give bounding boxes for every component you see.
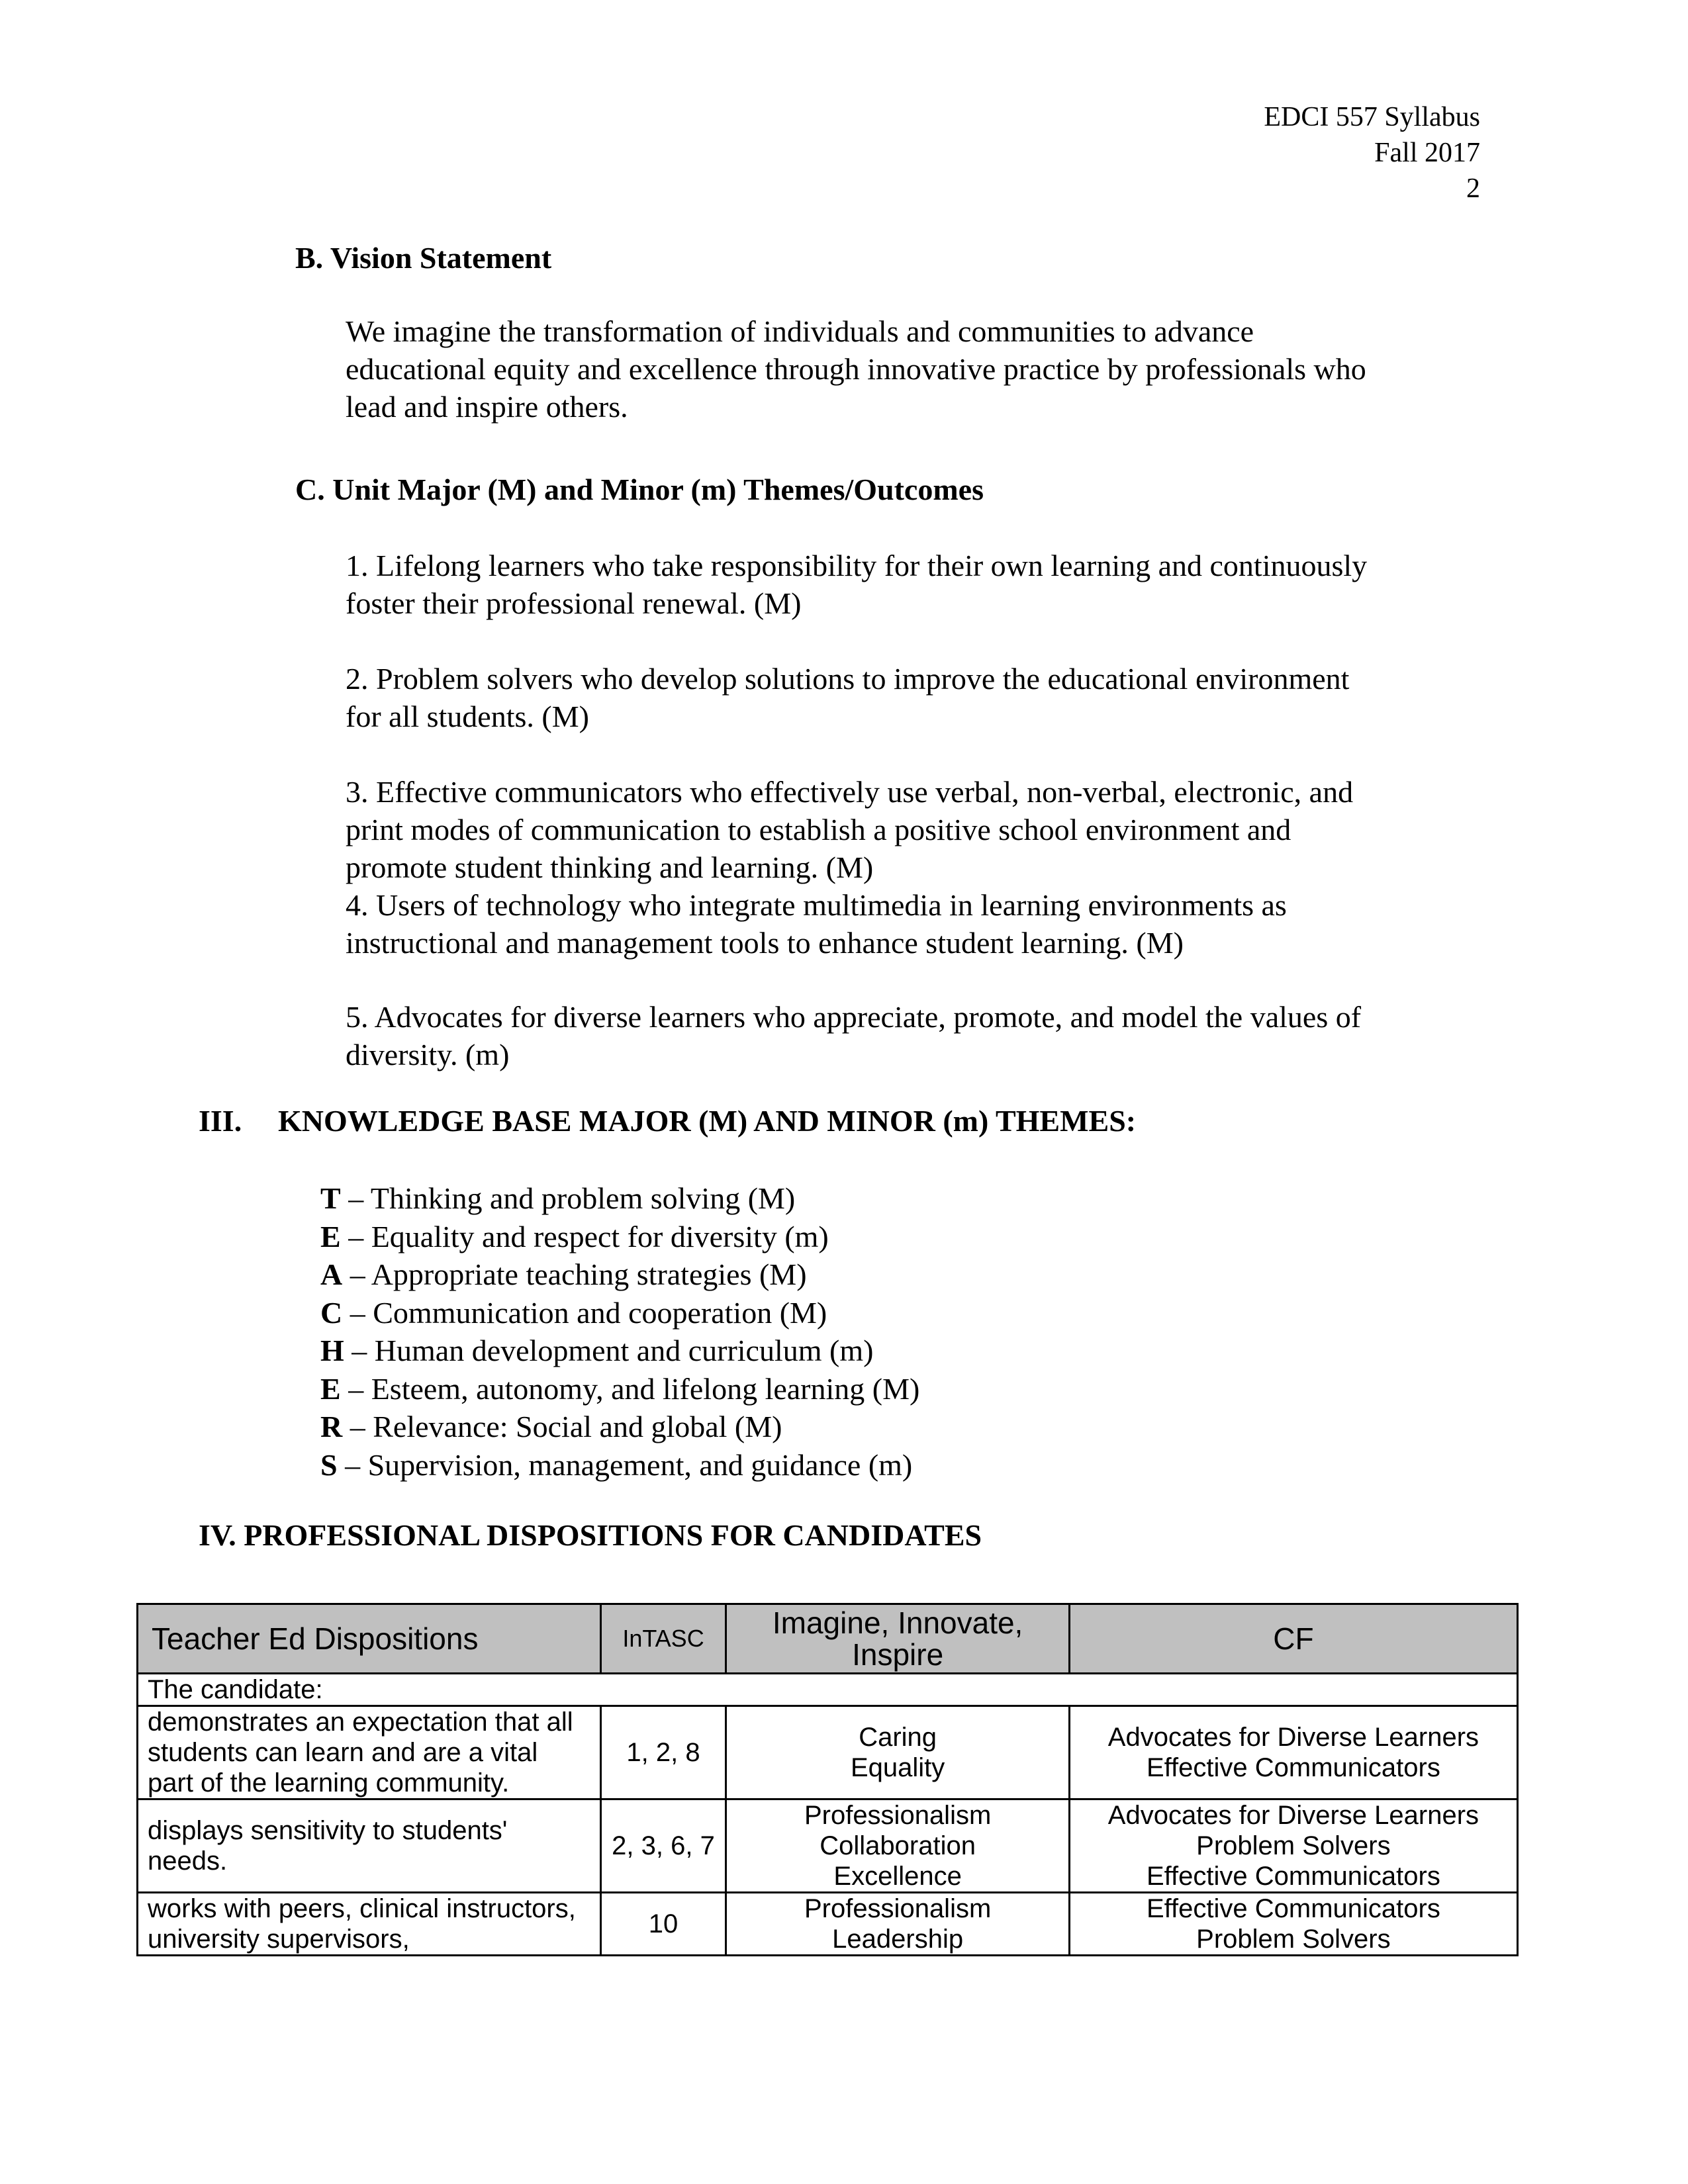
term: Fall 2017 — [1374, 138, 1480, 168]
outcome-3-4 — [346, 773, 1353, 962]
outcome-5 — [346, 998, 1361, 1073]
outcome-line: 5. Advocates for diverse learners who appreciate, promote, and model the values of — [346, 1000, 1362, 1034]
theme-text: – Appropriate teaching strategies (M) — [342, 1257, 807, 1291]
page-number: 2 — [1466, 173, 1480, 204]
cf-value: Effective Communicators — [1146, 1753, 1440, 1782]
theme-letter: T — [320, 1181, 341, 1215]
theme-item — [320, 1446, 919, 1484]
theme-letter: R — [320, 1410, 343, 1443]
intasc-cell: 2, 3, 6, 7 — [600, 1799, 726, 1893]
theme-letter: S — [320, 1447, 338, 1482]
header-teacher-ed-dispositions: Teacher Ed Dispositions — [138, 1604, 601, 1674]
teacher-themes-list — [320, 1179, 919, 1484]
theme-text: – Relevance: Social and global (M) — [342, 1410, 782, 1443]
cf-cell — [1069, 1893, 1517, 1956]
outcome-line: foster their professional renewal. (M) — [346, 586, 802, 620]
cf-value: Problem Solvers — [1196, 1925, 1391, 1954]
theme-text: – Communication and cooperation (M) — [342, 1295, 827, 1330]
cf-cell — [1069, 1706, 1517, 1799]
theme-text: – Human development and curriculum (m) — [344, 1334, 874, 1367]
iii-cell — [726, 1799, 1069, 1893]
vision-line: We imagine the transformation of individuals and communities to advance — [346, 314, 1254, 348]
theme-text: – Thinking and problem solving (M) — [340, 1181, 796, 1215]
vision-statement — [346, 312, 1366, 426]
iii-cell — [726, 1893, 1069, 1956]
cf-value: Advocates for Diverse Learners — [1107, 1723, 1479, 1752]
iii-value: Professionalism — [804, 1801, 992, 1830]
intro-cell: The candidate: — [138, 1674, 1518, 1706]
outcome-line: 1. Lifelong learners who take responsibility for their own learning and continuously — [346, 549, 1368, 582]
vision-line: educational equity and excellence through innovative practice by professionals who — [346, 352, 1366, 386]
outcome-line: 4. Users of technology who integrate multimedia in learning environments as — [346, 888, 1287, 922]
disposition-cell: works with peers, clinical instructors, university supervisors, — [138, 1893, 601, 1956]
table-row — [138, 1893, 1518, 1956]
outcome-line: 3. Effective communicators who effectively use verbal, non-verbal, electronic, and — [346, 775, 1354, 809]
iii-value: Professionalism — [804, 1894, 992, 1923]
header-cf: CF — [1069, 1604, 1517, 1674]
theme-letter: E — [320, 1219, 341, 1253]
table-intro-row — [138, 1674, 1518, 1706]
iii-value: Equality — [850, 1753, 945, 1782]
outcome-line: for all students. (M) — [346, 700, 589, 733]
iii-cell — [726, 1706, 1069, 1799]
page-header — [1264, 99, 1480, 206]
disposition-cell: demonstrates an expectation that all students can learn and are a vital part of the learning community. — [138, 1706, 601, 1799]
header-intasc: InTASC — [600, 1604, 726, 1674]
theme-letter: E — [320, 1371, 341, 1406]
knowledge-base-number: III. — [199, 1104, 242, 1138]
outcome-2 — [346, 660, 1349, 735]
cf-value: Problem Solvers — [1196, 1831, 1391, 1860]
iii-value: Excellence — [833, 1862, 962, 1891]
theme-item — [320, 1218, 919, 1256]
iii-value: Leadership — [832, 1925, 964, 1954]
theme-text: – Esteem, autonomy, and lifelong learning (M) — [340, 1371, 920, 1406]
cf-value: Advocates for Diverse Learners — [1107, 1801, 1479, 1830]
theme-letter: A — [320, 1257, 343, 1291]
dispositions-heading: IV. PROFESSIONAL DISPOSITIONS FOR CANDIDATES — [199, 1518, 982, 1552]
theme-letter: H — [320, 1334, 344, 1367]
theme-text: – Supervision, management, and guidance (m) — [337, 1447, 913, 1482]
course-title: EDCI 557 Syllabus — [1264, 102, 1480, 132]
theme-item — [320, 1408, 919, 1446]
outcome-line: promote student thinking and learning. (M) — [346, 850, 874, 884]
header-imagine-innovate-inspire: Imagine, Innovate, Inspire — [726, 1604, 1069, 1674]
theme-item — [320, 1294, 919, 1332]
knowledge-base-heading: KNOWLEDGE BASE MAJOR (M) AND MINOR (m) THEMES: — [278, 1104, 1137, 1138]
intasc-cell: 10 — [600, 1893, 726, 1956]
vision-line: lead and inspire others. — [346, 390, 628, 424]
outcome-line: diversity. (m) — [346, 1038, 510, 1071]
cf-value: Effective Communicators — [1146, 1894, 1440, 1923]
outcome-line: 2. Problem solvers who develop solutions to improve the educational environment — [346, 662, 1350, 696]
cf-cell — [1069, 1799, 1517, 1893]
theme-letter: C — [320, 1295, 343, 1330]
vision-heading: B. Vision Statement — [295, 241, 552, 275]
table-row — [138, 1706, 1518, 1799]
cf-value: Effective Communicators — [1146, 1862, 1440, 1891]
dispositions-table — [136, 1603, 1519, 1956]
outcome-1 — [346, 547, 1367, 622]
theme-item — [320, 1179, 919, 1218]
disposition-cell: displays sensitivity to students' needs. — [138, 1799, 601, 1893]
unit-themes-heading: C. Unit Major (M) and Minor (m) Themes/Outcomes — [295, 473, 984, 506]
outcome-line: print modes of communication to establish a positive school environment and — [346, 813, 1291, 846]
theme-text: – Equality and respect for diversity (m) — [340, 1219, 829, 1253]
outcome-line: instructional and management tools to enhance student learning. (M) — [346, 926, 1184, 960]
theme-item — [320, 1370, 919, 1408]
theme-item — [320, 1255, 919, 1294]
table-row — [138, 1799, 1518, 1893]
theme-item — [320, 1332, 919, 1370]
iii-value: Caring — [859, 1723, 937, 1752]
intasc-cell: 1, 2, 8 — [600, 1706, 726, 1799]
table-header-row — [138, 1604, 1518, 1674]
iii-value: Collaboration — [820, 1831, 976, 1860]
